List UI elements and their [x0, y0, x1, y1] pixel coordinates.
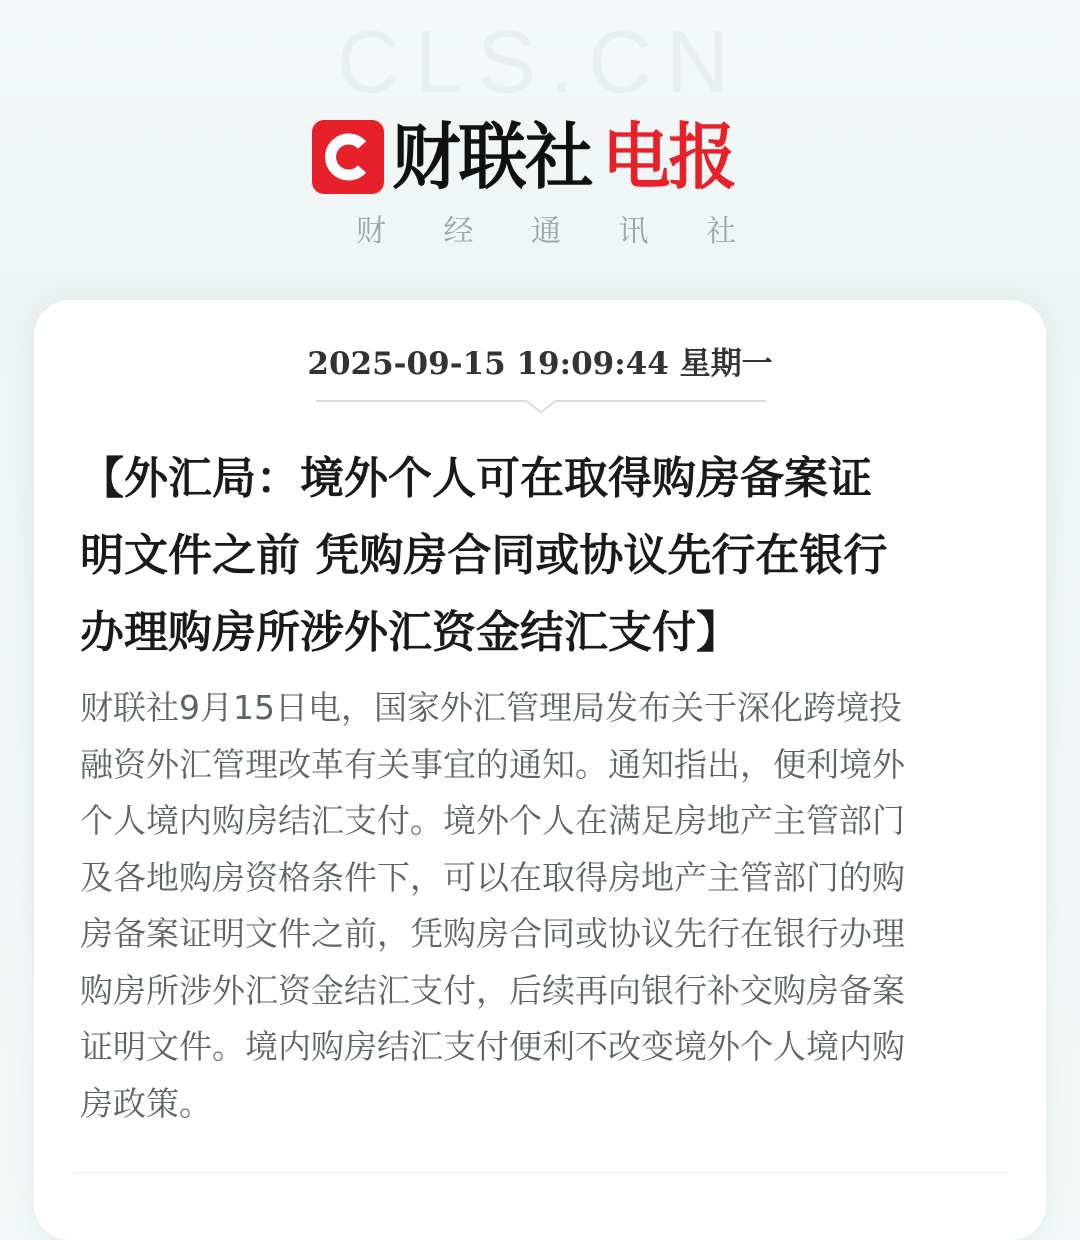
tagline-char: 讯	[618, 214, 649, 249]
tagline-char: 通	[531, 214, 561, 249]
body-line: 房政策。	[80, 1083, 212, 1123]
body-line: 融资外汇管理改革有关事宜的通知。通知指出，便利境外	[80, 744, 905, 784]
brand-product-name: 电报	[602, 115, 736, 199]
headline-line: 明文件之前 凭购房合同或协议先行在银行	[80, 530, 888, 581]
tagline-char: 财	[356, 214, 386, 249]
brand-tagline	[356, 210, 736, 254]
body-line: 及各地购房资格条件下，可以在取得房地产主管部门的购	[80, 857, 905, 897]
article-headline	[80, 440, 1010, 671]
tagline-char: 社	[706, 214, 736, 249]
card-bottom-divider	[74, 1172, 1008, 1173]
brand-logo	[312, 115, 742, 199]
body-line: 房备案证明文件之前，凭购房合同或协议先行在银行办理	[80, 914, 905, 953]
body-line: 购房所涉外汇资金结汇支付，后续再向银行补交购房备案	[80, 970, 905, 1010]
date-divider	[316, 400, 766, 414]
cls-logo-icon	[312, 120, 384, 194]
watermark-cls-cn: CLS.CN	[336, 12, 744, 111]
article-datetime: 2025-09-15 19:09:44 星期一	[307, 346, 773, 382]
brand-name: 财联社	[392, 115, 592, 199]
body-line: 个人境内购房结汇支付。境外个人在满足房地产主管部门	[80, 801, 905, 840]
body-line: 财联社9月15日电，国家外汇管理局发布关于深化跨境投	[80, 688, 902, 727]
headline-line: 办理购房所涉外汇资金结汇支付】	[80, 607, 740, 658]
body-line: 证明文件。境内购房结汇支付便利不改变境外个人境内购	[80, 1027, 905, 1066]
tagline-char: 经	[443, 214, 474, 249]
article-body	[80, 680, 1010, 1132]
headline-line: 【外汇局：境外个人可在取得购房备案证	[80, 453, 872, 504]
